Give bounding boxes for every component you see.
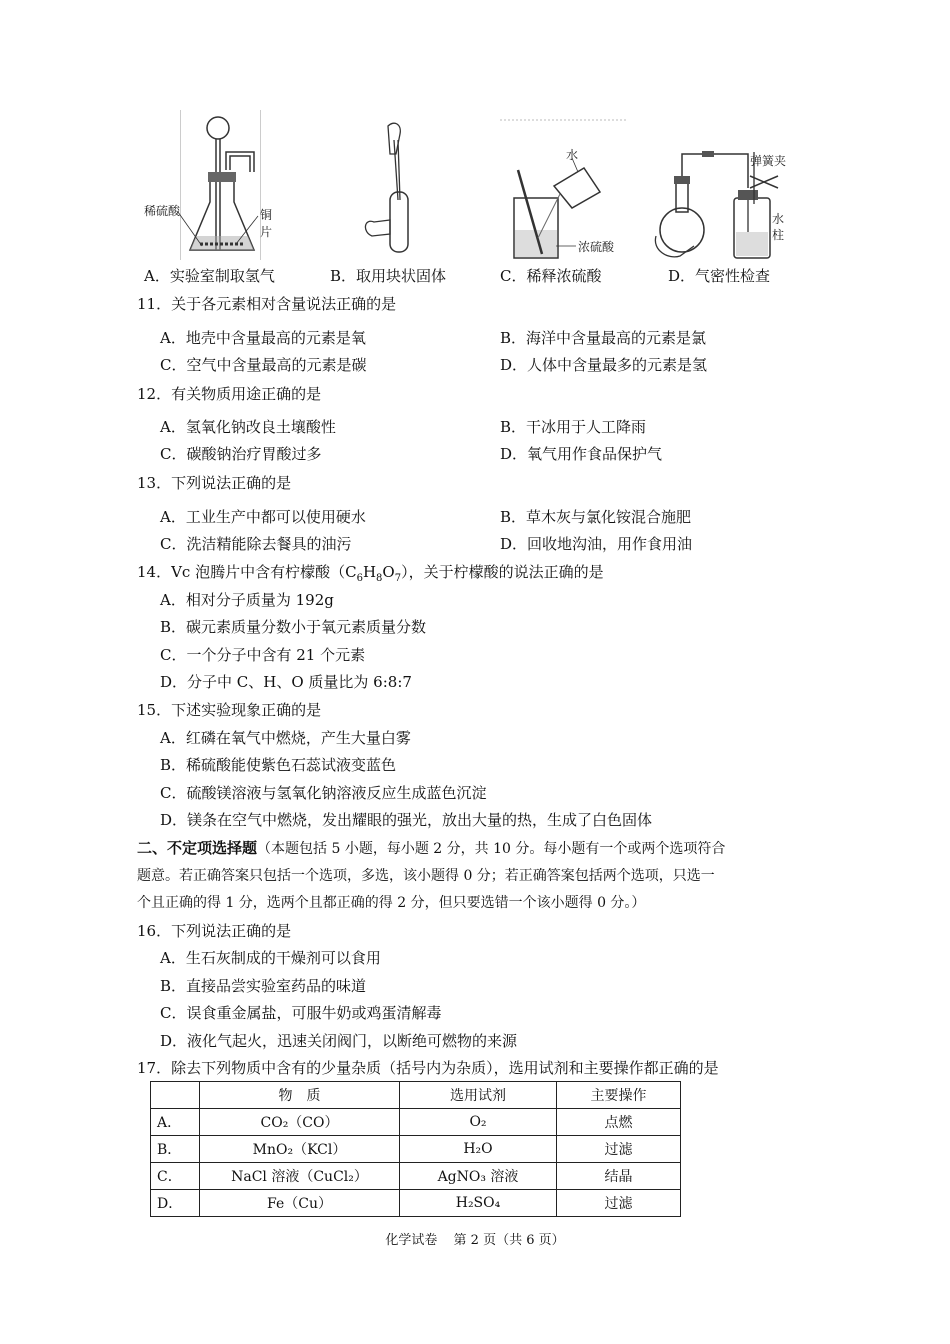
cell-operation: 结晶 [557,1163,681,1190]
cell-option: D． [151,1190,200,1217]
q12-option-b: B．干冰用于人工降雨 [500,418,647,436]
q15-option-a: A．红磷在氧气中燃烧，产生大量白雾 [160,729,411,747]
q14-sub-h: 8 [376,573,383,584]
cell-option: C． [151,1163,200,1190]
section2-title: 二、不定项选择题 [137,839,258,857]
figure-c-dilution [500,118,630,263]
cell-reagent: O₂ [400,1109,557,1136]
q13-option-c: C．洗洁精能除去餐具的油污 [160,535,352,553]
label-water: 水 [566,148,579,162]
label-conc-sulfuric-acid: 浓硫酸 [578,240,615,254]
q14-option-a: A．相对分子质量为 192g [160,591,334,609]
cell-reagent: AgNO₃ 溶液 [400,1163,557,1190]
table-row [151,1109,681,1136]
q17-table [150,1081,681,1217]
q16-stem: 16．下列说法正确的是 [137,922,292,940]
figure-c-caption: C．稀释浓硫酸 [500,267,602,285]
cell-operation: 过滤 [557,1136,681,1163]
label-copper-sheet: 铜片 [260,208,273,239]
section2-desc2: 题意。若正确答案只包括一个选项，多选，该小题得 0 分；若正确答案包括两个选项，只选一 [137,868,715,884]
q11-option-b: B．海洋中含量最高的元素是氯 [500,329,707,347]
footer-page-number: 第 2 页（共 6 页） [453,1233,565,1248]
cell-reagent: H₂SO₄ [400,1190,557,1217]
header-cell-substance: 物 质 [200,1082,400,1109]
q14-sub-o: 7 [394,573,402,584]
cell-substance: CO₂（CO） [200,1109,400,1136]
cell-operation: 过滤 [557,1190,681,1217]
header-cell-option [151,1082,200,1109]
q16-option-c: C．误食重金属盐，可服牛奶或鸡蛋清解毒 [160,1004,442,1022]
q11-stem: 11．关于各元素相对含量说法正确的是 [137,295,397,313]
q13-option-a: A．工业生产中都可以使用硬水 [160,508,366,526]
q13-stem: 13．下列说法正确的是 [137,474,292,492]
q16-option-b: B．直接品尝实验室药品的味道 [160,977,367,995]
page-footer [0,1229,950,1248]
figure-b-solid-taking [350,120,450,260]
cell-substance: NaCl 溶液（CuCl₂） [200,1163,400,1190]
q14-option-b: B．碳元素质量分数小于氧元素质量分数 [160,618,427,636]
header-cell-reagent: 选用试剂 [400,1082,557,1109]
q14-option-c: C．一个分子中含有 21 个元素 [160,646,366,664]
figure-a-hydrogen-apparatus [144,110,273,260]
q16-option-a: A．生石灰制成的干燥剂可以食用 [160,949,381,967]
q15-option-b: B．稀硫酸能使紫色石蕊试液变蓝色 [160,756,397,774]
q12-option-d: D．氧气用作食品保护气 [500,445,663,463]
header-cell-operation: 主要操作 [557,1082,681,1109]
table-header-row [151,1082,681,1109]
label-dilute-sulfuric-acid: 稀硫酸 [144,204,181,218]
q11-option-a: A．地壳中含量最高的元素是氧 [160,329,366,347]
q14-h: H [362,563,377,581]
figure-d-airtightness [650,140,810,262]
q15-stem: 15．下述实验现象正确的是 [137,701,322,719]
q14-o: O [382,563,395,581]
q12-option-a: A．氢氧化钠改良土壤酸性 [160,418,336,436]
label-water-column-2: 柱 [772,228,785,242]
cell-operation: 点燃 [557,1109,681,1136]
cell-option: A． [151,1109,200,1136]
test-tube-drawing [350,120,450,260]
q13-option-b: B．草木灰与氯化铵混合施肥 [500,508,692,526]
q11-option-c: C．空气中含量最高的元素是碳 [160,356,367,374]
label-spring-clip: 弹簧夹 [750,154,787,168]
figure-d-caption: D．气密性检查 [668,267,771,285]
footer-subject: 化学试卷 [385,1233,438,1248]
q15-option-d: D．镁条在空气中燃烧，发出耀眼的强光，放出大量的热，生成了白色固体 [160,811,653,829]
figure-b-caption: B．取用块状固体 [330,267,447,285]
cell-option: B． [151,1136,200,1163]
table-row [151,1190,681,1217]
section2-desc3: 个且正确的得 1 分，选两个且都正确的得 2 分，但只要选错一个该小题得 0 分。） [137,895,646,911]
q12-option-c: C．碳酸钠治疗胃酸过多 [160,445,322,463]
q17-stem: 17．除去下列物质中含有的少量杂质（括号内为杂质），选用试剂和主要操作都正确的是 [137,1059,719,1077]
table-row [151,1163,681,1190]
cell-substance: MnO₂（KCl） [200,1136,400,1163]
q14-stem-post: ），关于柠檬酸的说法正确的是 [401,563,604,581]
q14-stem [137,562,604,589]
q13-option-d: D．回收地沟油，用作食用油 [500,535,693,553]
cell-reagent: H₂O [400,1136,557,1163]
figure-a-caption: A．实验室制取氢气 [144,267,275,285]
section2-line1 [137,838,725,859]
q15-option-c: C．硫酸镁溶液与氢氧化钠溶液反应生成蓝色沉淀 [160,784,487,802]
q14-option-d: D．分子中 C、H、O 质量比为 6:8:7 [160,673,412,691]
flask-funnel-drawing [150,110,273,260]
label-water-column-1: 水 [772,212,785,226]
cell-substance: Fe（Cu） [200,1190,400,1217]
q16-option-d: D．液化气起火，迅速关闭阀门，以断绝可燃物的来源 [160,1032,518,1050]
table-row [151,1136,681,1163]
section2-desc1: （本题包括 5 小题，每小题 2 分，共 10 分。每小题有一个或两个选项符合 [257,841,726,857]
q11-option-d: D．人体中含量最多的元素是氢 [500,356,708,374]
q12-stem: 12．有关物质用途正确的是 [137,385,322,403]
q14-stem-pre: 14．Vc 泡腾片中含有柠檬酸（C [137,563,357,581]
q14-sub-c: 6 [356,573,363,584]
